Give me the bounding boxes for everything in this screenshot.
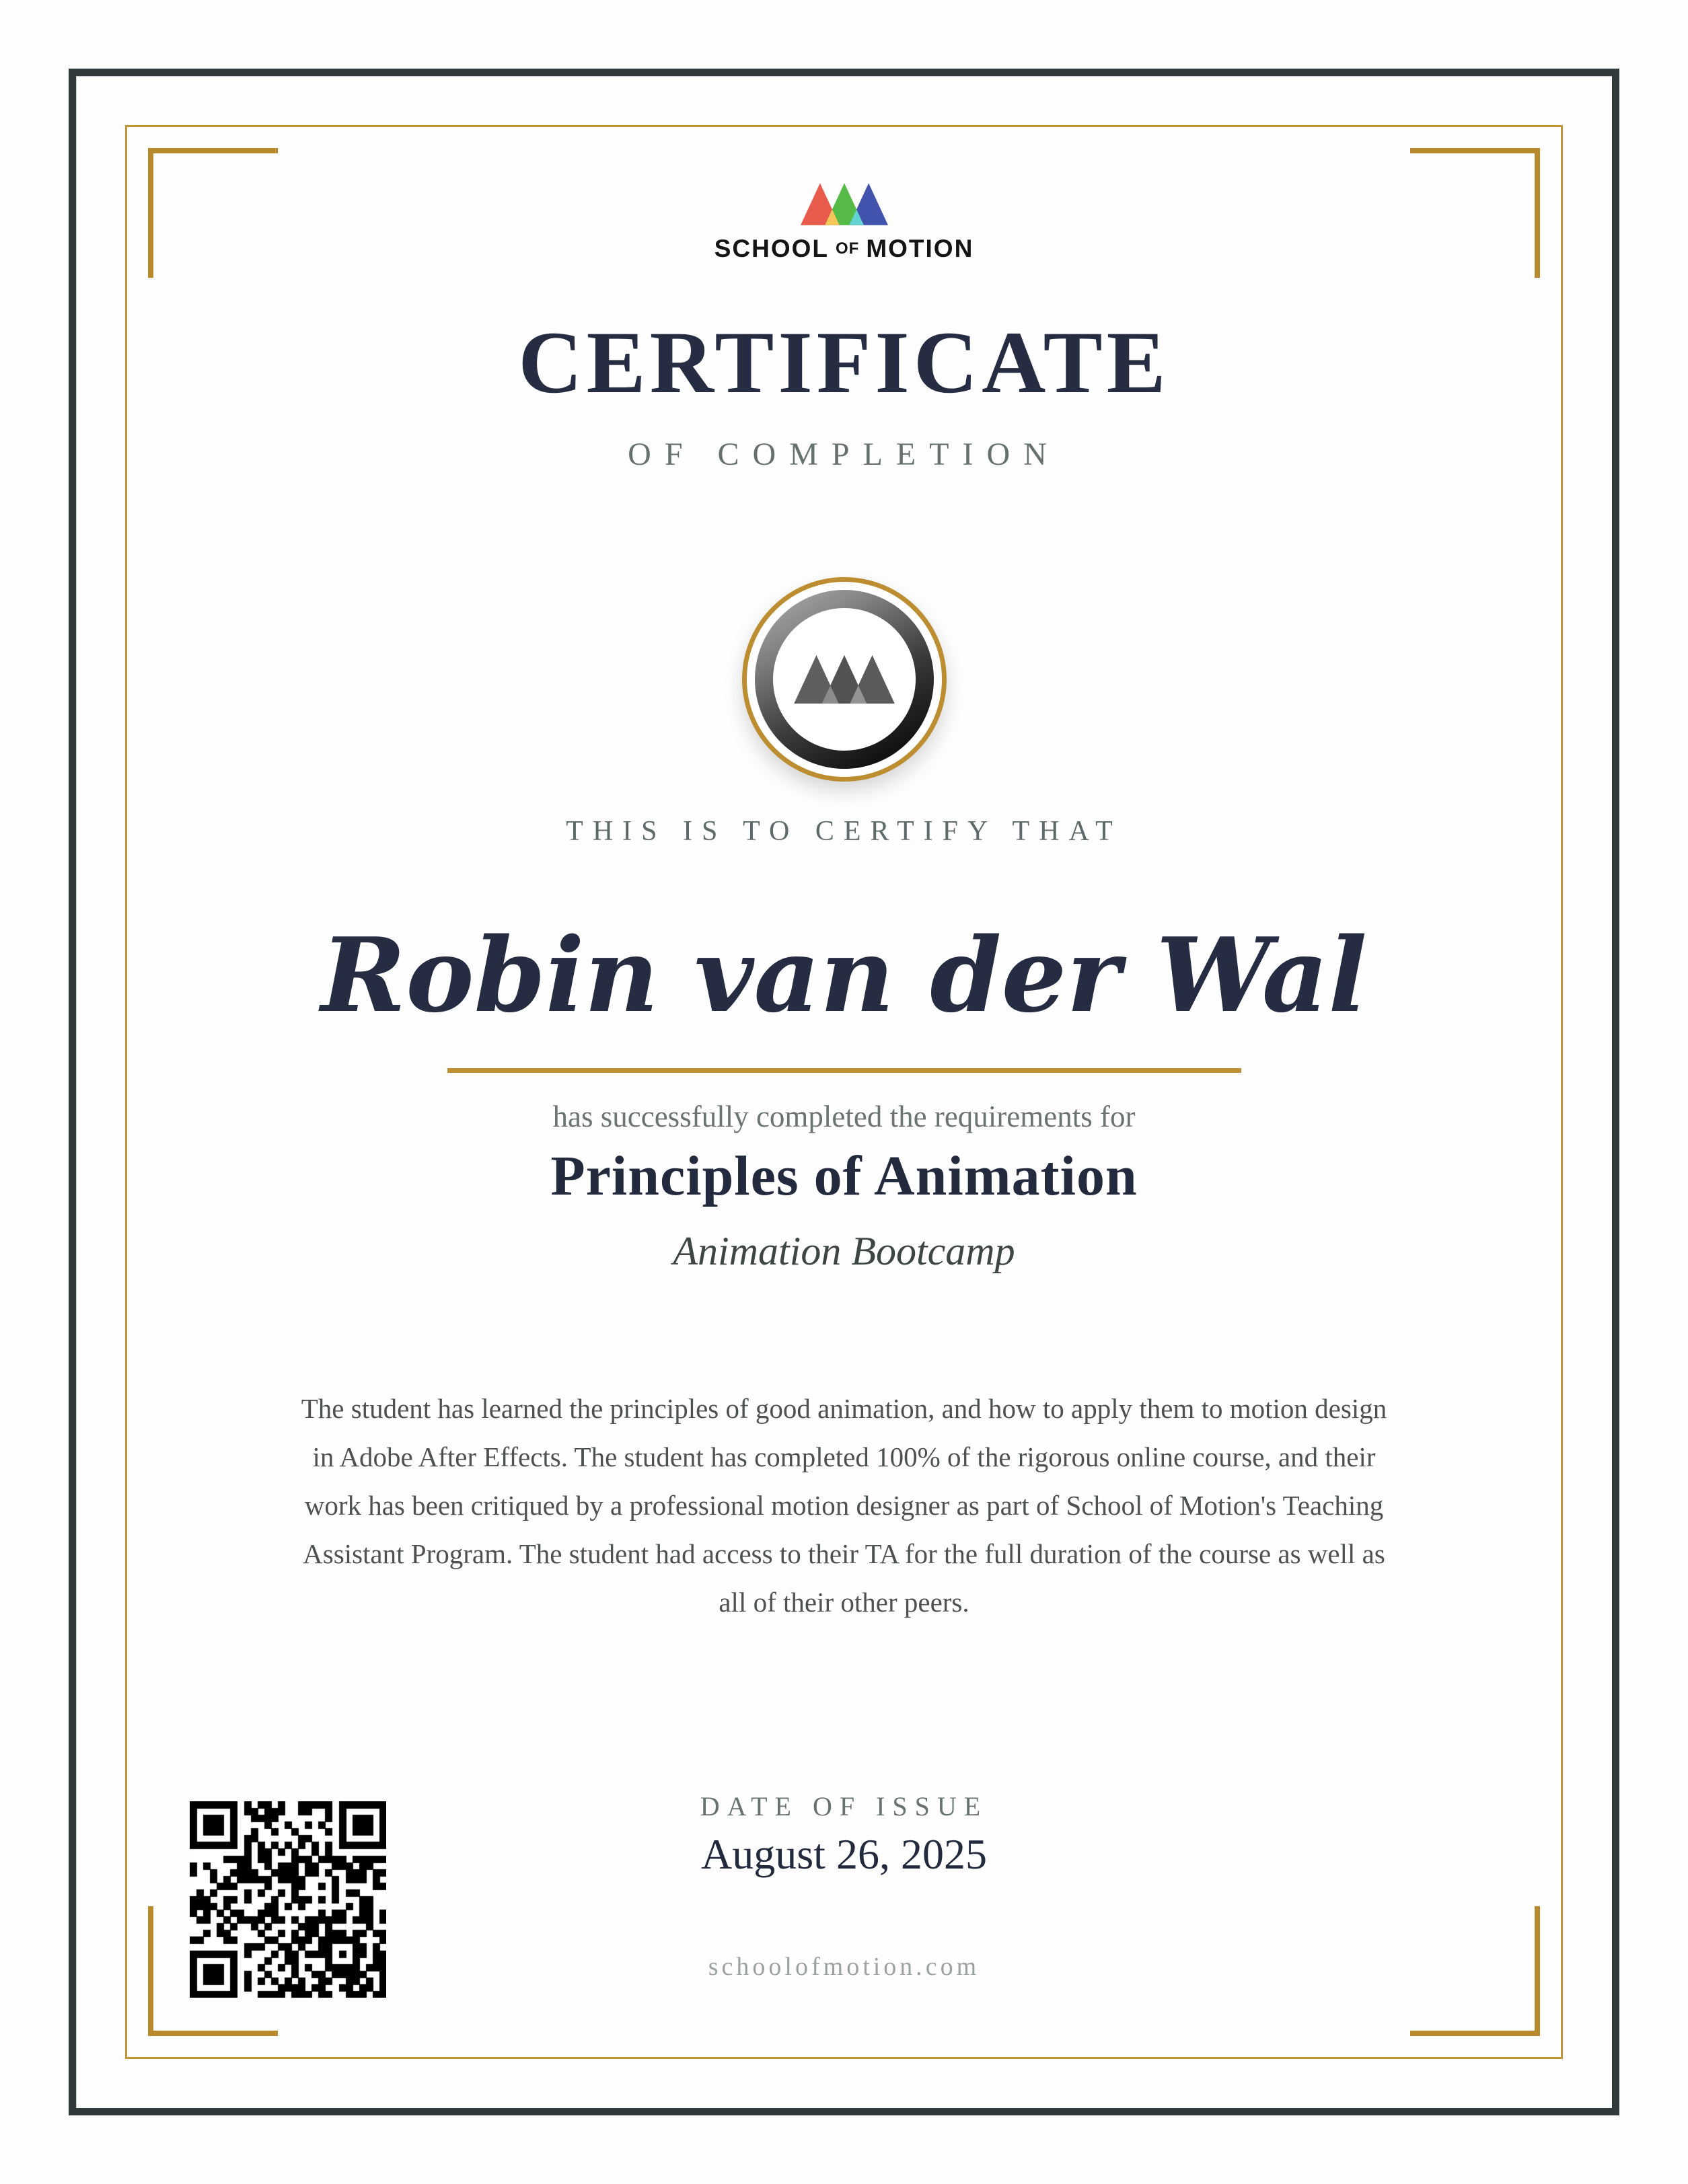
certificate-subtitle: OF COMPLETION [628, 437, 1060, 472]
inner-gold-border [125, 125, 1563, 2059]
medallion-face [773, 608, 916, 751]
brand-motion: MOTION [866, 235, 974, 262]
brand-school: SCHOOL [714, 235, 829, 262]
website-link: schoolofmotion.com [708, 1953, 980, 1981]
certificate-title: CERTIFICATE [518, 313, 1170, 412]
school-of-motion-logo [0, 183, 1688, 263]
certify-line: THIS IS TO CERTIFY THAT [566, 816, 1122, 847]
mountains-logo-icon [801, 183, 888, 225]
completion-line: has successfully completed the requirements for [552, 1100, 1136, 1133]
date-of-issue-value: August 26, 2025 [701, 1830, 987, 1878]
gold-divider-line [447, 1068, 1241, 1073]
medallion-badge [742, 577, 947, 782]
date-of-issue-label: DATE OF ISSUE [700, 1791, 988, 1821]
medallion-dark-ring [755, 590, 934, 769]
description-paragraph: The student has learned the principles of good animation, and how to apply them to motion design in Adobe After Effects. The student has completed 100% of the rigorous online course, and their work has been critiqued by a professional motion designer as part of School of Motion's Teaching Assistant Program. The student had access to their TA for the full duration of the course as well as all of their other peers. [301, 1393, 1387, 1618]
recipient-name: Robin van der Wal [320, 915, 1368, 1035]
brand-of: OF [835, 239, 860, 258]
course-title: Principles of Animation [550, 1145, 1138, 1207]
course-subtitle: Animation Bootcamp [673, 1229, 1015, 1273]
brand-wordmark [714, 235, 974, 263]
mountains-medal-icon [794, 655, 895, 704]
